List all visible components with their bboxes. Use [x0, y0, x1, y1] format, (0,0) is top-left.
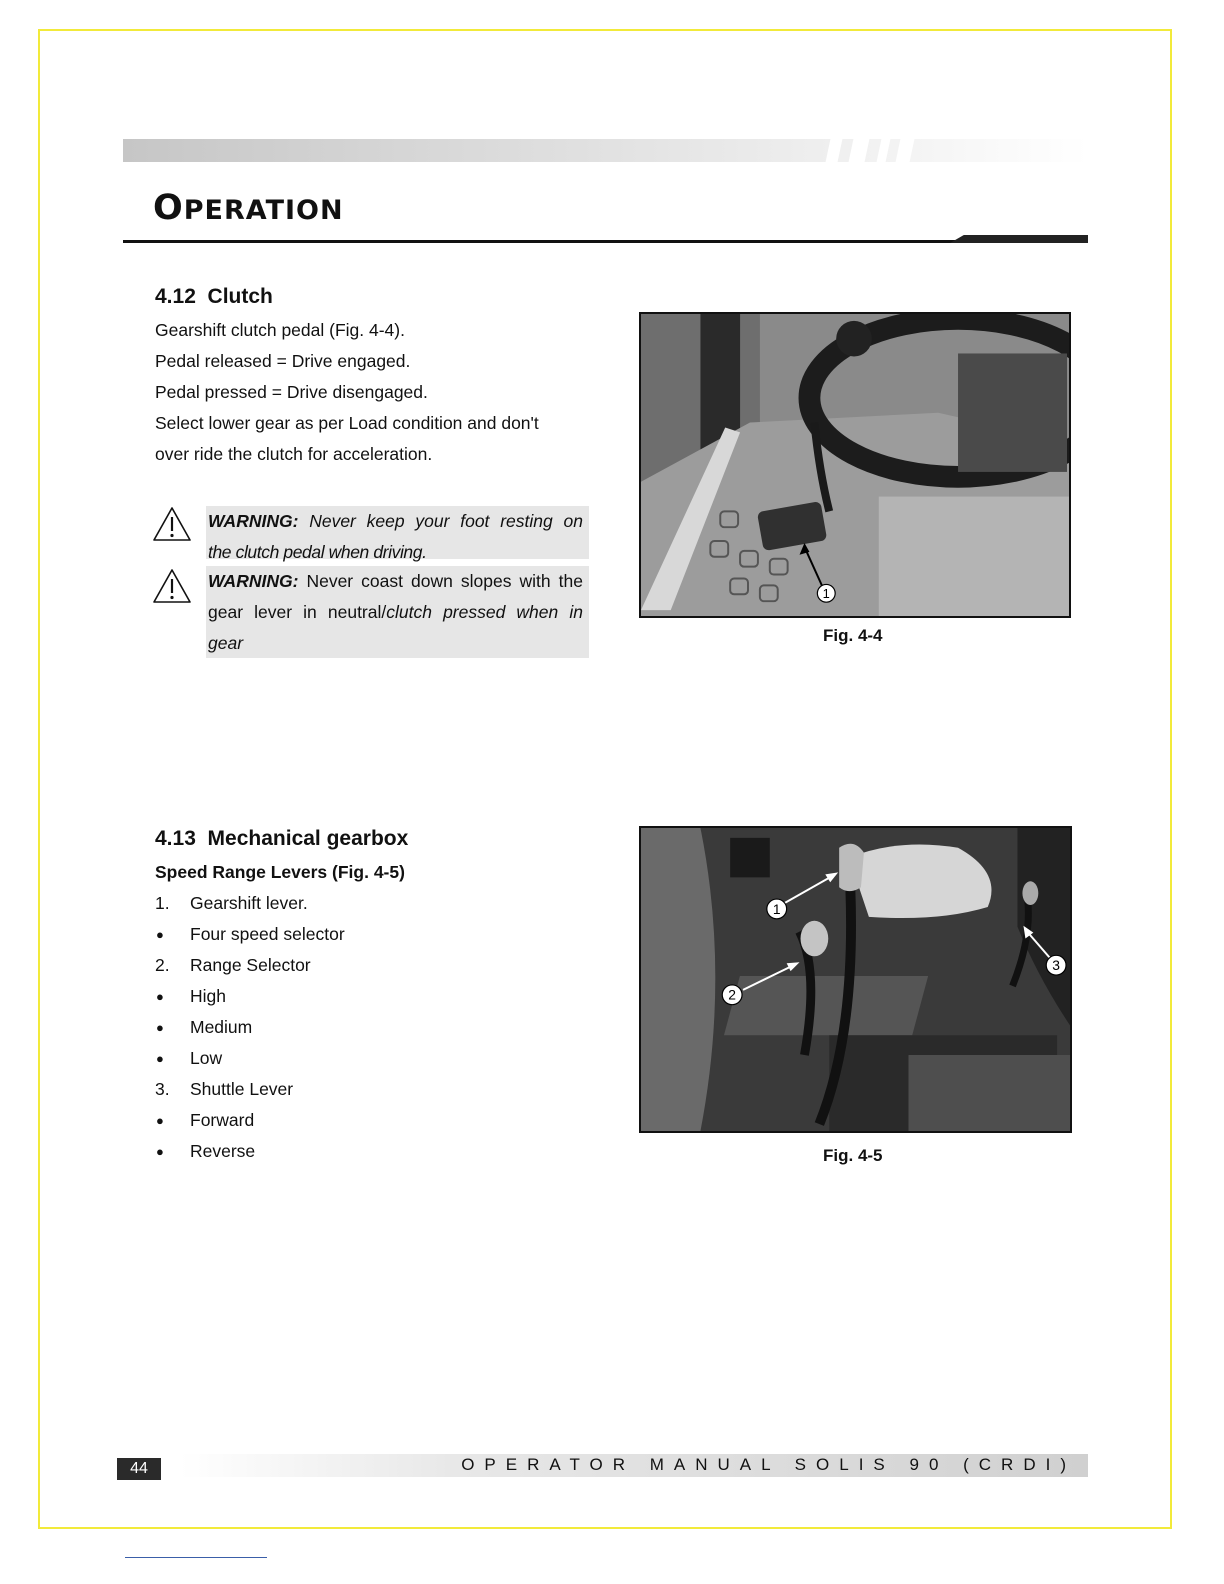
title-rule: [123, 240, 1088, 243]
callout-1-label: 1: [772, 900, 781, 917]
callout-3-label: 3: [1052, 957, 1060, 974]
speed-range-subheading: Speed Range Levers (Fig. 4-5): [155, 862, 405, 882]
warning-box-coast-slopes: WARNING: Never coast down slopes with the gear lever in neutral/clutch pressed when in gear: [206, 566, 589, 658]
warning-box-foot-resting: WARNING: Never keep your foot resting on the clutch pedal when driving.: [206, 506, 589, 559]
header-band: [123, 139, 1088, 162]
title-rule-accent: [950, 235, 1088, 243]
page-border: [38, 29, 1172, 1529]
list-item-medium: Medium: [190, 1017, 253, 1037]
bullet: ●: [156, 1144, 164, 1159]
list-item-forward: Forward: [190, 1110, 255, 1130]
page-number: 44: [117, 1458, 161, 1480]
bullet: ●: [156, 989, 164, 1004]
bullet: ●: [156, 1051, 164, 1066]
fig-4-5-caption: Fig. 4-5: [823, 1146, 883, 1165]
list-marker: 3.: [155, 1079, 170, 1099]
clutch-line-1: Gearshift clutch pedal (Fig. 4-4).: [155, 320, 405, 340]
clutch-heading: 4.12 Clutch: [155, 285, 273, 308]
clutch-line-2: Pedal released = Drive engaged.: [155, 351, 411, 371]
warning-triangle-icon: [152, 568, 192, 604]
clutch-line-4: Select lower gear as per Load condition and don't: [155, 413, 539, 433]
callout-1-label: 1: [822, 586, 830, 602]
bullet: ●: [156, 1113, 164, 1128]
list-marker: 1.: [155, 893, 170, 913]
list-item-reverse: Reverse: [190, 1141, 256, 1161]
clutch-line-5: over ride the clutch for acceleration.: [155, 444, 433, 464]
manual-title: OPERATOR MANUAL SOLIS 90 (CRDI): [461, 1455, 1076, 1474]
gearbox-levers-photo: [639, 826, 1072, 1133]
section-title: OPERATION: [153, 188, 344, 228]
clutch-line-3: Pedal pressed = Drive disengaged.: [155, 382, 428, 402]
clutch-pedal-photo: [639, 312, 1071, 618]
gearbox-heading: 4.13 Mechanical gearbox: [155, 827, 409, 850]
list-item-gearshift-lever: Gearshift lever.: [190, 893, 308, 913]
list-item-high: High: [190, 986, 226, 1006]
list-item-range-selector: Range Selector: [190, 955, 311, 975]
list-marker: 2.: [155, 955, 170, 975]
callout-2-label: 2: [728, 986, 737, 1003]
list-item-shuttle-lever: Shuttle Lever: [190, 1079, 294, 1099]
bullet: ●: [156, 927, 164, 942]
fig-4-4-caption: Fig. 4-4: [823, 626, 883, 645]
bullet: ●: [156, 1020, 164, 1035]
list-item-four-speed: Four speed selector: [190, 924, 345, 944]
warning-triangle-icon: [152, 506, 192, 542]
footer-link-rule: [125, 1557, 267, 1558]
list-item-low: Low: [190, 1048, 223, 1068]
